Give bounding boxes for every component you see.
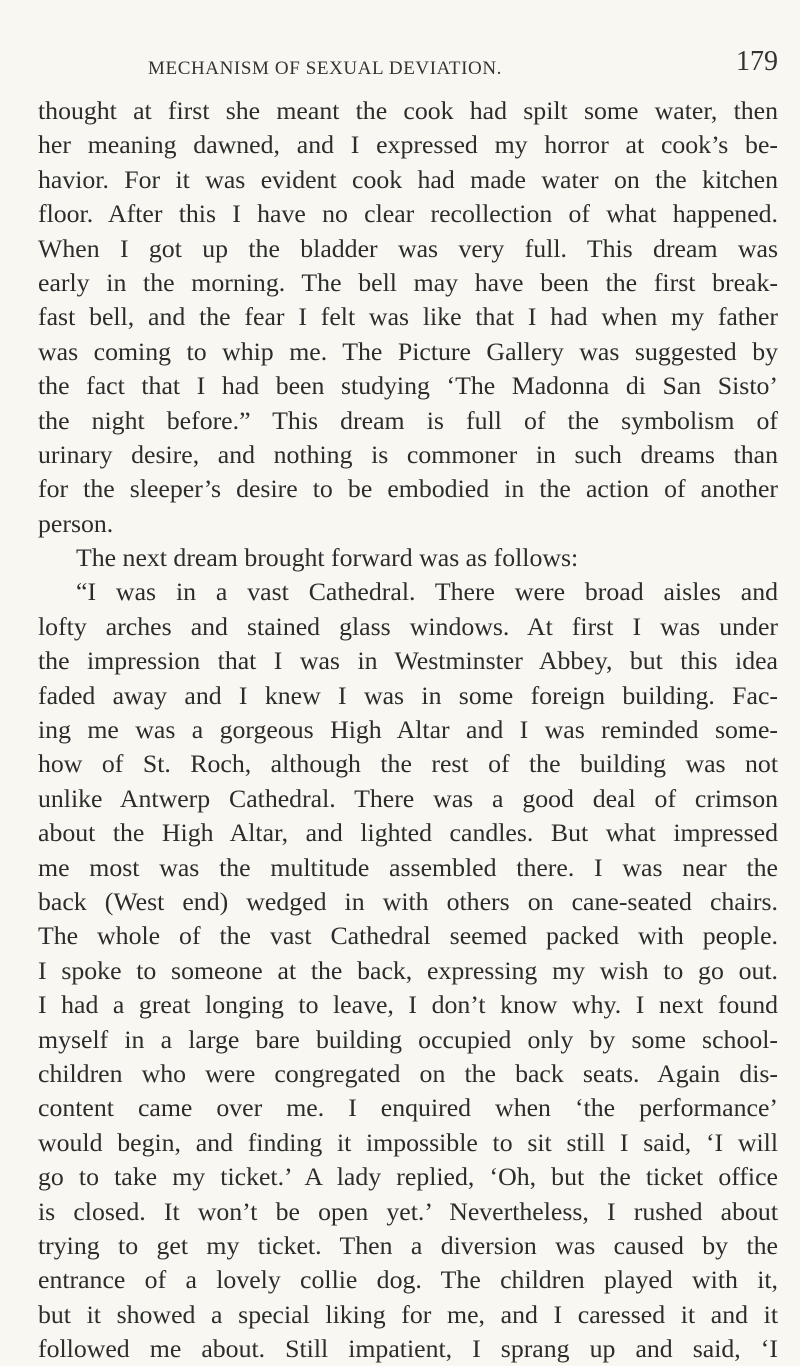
text-line: the night before.” This dream is full of the symbolism of — [38, 405, 778, 435]
text-line: about the High Altar, and lighted candles. But what impressed — [38, 818, 778, 848]
text-line: faded away and I knew I was in some foreign building. Fac- — [38, 680, 778, 710]
text-line: was coming to whip me. The Picture Gallery was suggested by — [38, 336, 778, 366]
text-line: person. — [38, 508, 114, 538]
text-line: the impression that I was in Westminster Abbey, but this idea — [38, 646, 778, 676]
text-line: unlike Antwerp Cathedral. There was a good deal of crimson — [38, 783, 778, 813]
text-line: the fact that I had been studying ‘The Madonna di San Sisto’ — [38, 371, 778, 401]
running-head-title: MECHANISM OF SEXUAL DEVIATION. — [148, 58, 503, 79]
text-line: followed me about. Still impatient, I sprang up and said, ‘I — [38, 1334, 778, 1364]
text-line: urinary desire, and nothing is commoner in such dreams than — [38, 439, 778, 469]
text-line: me most was the multitude assembled there. I was near the — [38, 852, 778, 882]
text-line: her meaning dawned, and I expressed my horror at cook’s be- — [38, 130, 778, 160]
text-line: children who were congregated on the back seats. Again dis- — [38, 1058, 778, 1088]
text-line: floor. After this I have no clear recollection of what happened. — [38, 199, 778, 229]
text-line: ing me was a gorgeous High Altar and I was reminded some- — [38, 715, 778, 745]
text-line: would begin, and finding it impossible to sit still I said, ‘I will — [38, 1127, 778, 1157]
text-line: content came over me. I enquired when ‘the performance’ — [38, 1093, 778, 1123]
text-line: is closed. It won’t be open yet.’ Nevertheless, I rushed about — [38, 1196, 778, 1226]
text-line: but it showed a special liking for me, and I caressed it and it — [38, 1299, 778, 1329]
text-line: trying to get my ticket. Then a diversion was caused by the — [38, 1230, 778, 1260]
text-line: I spoke to someone at the back, expressing my wish to go out. — [38, 955, 778, 985]
text-line: thought at first she meant the cook had spilt some water, then — [38, 96, 778, 125]
text-line: for the sleeper’s desire to be embodied in the action of another — [38, 474, 778, 504]
paragraph-start-line: “I was in a vast Cathedral. There were broad aisles and — [76, 577, 778, 607]
text-line: back (West end) wedged in with others on cane-seated chairs. — [38, 886, 778, 916]
text-line: When I got up the bladder was very full. This dream was — [38, 233, 778, 263]
page-number: 179 — [736, 46, 778, 77]
text-line: lofty arches and stained glass windows. At first I was under — [38, 611, 778, 641]
text-line: havior. For it was evident cook had made water on the kitchen — [38, 164, 778, 194]
text-line: myself in a large bare building occupied only by some school- — [38, 1024, 778, 1054]
text-line: The whole of the vast Cathedral seemed packed with people. — [38, 921, 778, 951]
text-line: I had a great longing to leave, I don’t know why. I next found — [38, 990, 778, 1020]
text-line: how of St. Roch, although the rest of the building was not — [38, 749, 778, 779]
text-line: early in the morning. The bell may have been the first break- — [38, 267, 778, 297]
text-line: fast bell, and the fear I felt was like that I had when my father — [38, 302, 778, 332]
paragraph-start-line: The next dream brought forward was as follows: — [76, 543, 579, 573]
text-line: go to take my ticket.’ A lady replied, ‘Oh, but the ticket office — [38, 1162, 778, 1192]
text-line: entrance of a lovely collie dog. The children played with it, — [38, 1265, 778, 1295]
body-text — [38, 94, 778, 1366]
